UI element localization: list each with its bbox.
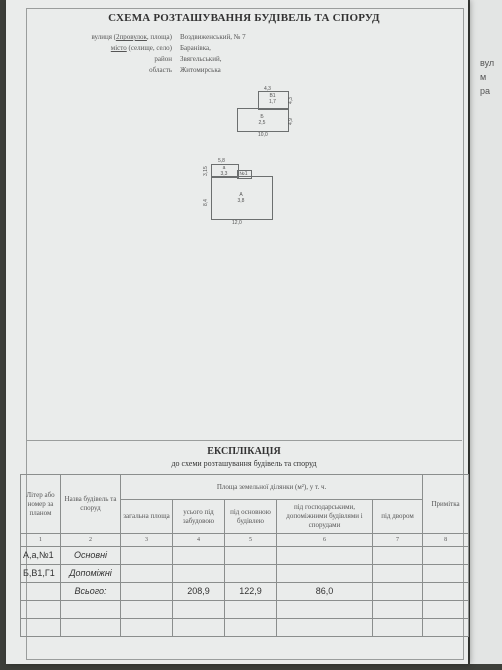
row-name: Всього: — [61, 583, 121, 601]
adjacent-page-text-3: ра — [480, 86, 491, 96]
table-header-row — [21, 475, 469, 500]
table-row — [21, 565, 469, 583]
row-yard — [373, 583, 423, 601]
explication-subtitle: до схеми розташування будівель та споруд — [171, 459, 317, 468]
empty-cell — [277, 619, 373, 637]
header-letter: Літер або номер за планом — [21, 475, 61, 534]
row-total-area — [121, 565, 173, 583]
row-name: Допоміжні — [61, 565, 121, 583]
empty-cell — [121, 619, 173, 637]
empty-cell — [277, 601, 373, 619]
table-row — [21, 601, 469, 619]
row-auxiliary — [277, 547, 373, 565]
row-built-up: 208,9 — [173, 583, 225, 601]
address-label-district: район — [154, 55, 172, 63]
col-number: 5 — [225, 534, 277, 547]
row-total-area — [121, 547, 173, 565]
building-a-label: А 3,8 — [237, 192, 245, 204]
table-total-row — [21, 583, 469, 601]
header-built-up: усього під забудовою — [173, 500, 225, 534]
address-label-town: місто (селище, село) — [110, 44, 172, 52]
table-number-row — [21, 534, 469, 547]
lower-left-dim-top: 3,15 — [203, 166, 209, 176]
address-label-street: вулиця (2провулок, площа) — [91, 33, 172, 41]
header-total-area: загальна площа — [121, 500, 173, 534]
explication-title: ЕКСПЛІКАЦІЯ — [207, 446, 281, 457]
adjacent-page — [470, 0, 502, 664]
header-note: Примітка — [423, 475, 469, 534]
document-title: СХЕМА РОЗТАШУВАННЯ БУДІВЕЛЬ ТА СПОРУД — [108, 12, 380, 24]
upper-right-dim-bottom: 4,9 — [288, 118, 294, 125]
address-region: Житомирська — [180, 66, 221, 74]
row-letter: Б,В1,Г1 — [21, 565, 61, 583]
divider — [26, 440, 462, 441]
lower-bottom-dim: 12,0 — [232, 220, 242, 226]
table-row — [21, 547, 469, 565]
col-number: 7 — [373, 534, 423, 547]
building-a-small-label: а 3,3 — [220, 165, 228, 177]
empty-cell — [173, 619, 225, 637]
header-area-group: Площа земельної ділянки (м²), у т. ч. — [121, 475, 423, 500]
empty-cell — [225, 601, 277, 619]
adjacent-page-text-1: вул — [480, 58, 495, 68]
table-row — [21, 619, 469, 637]
row-note — [423, 583, 469, 601]
row-yard — [373, 565, 423, 583]
row-yard — [373, 547, 423, 565]
col-number: 3 — [121, 534, 173, 547]
row-main-building — [225, 565, 277, 583]
row-letter — [21, 583, 61, 601]
building-no1-label: №1 — [239, 171, 248, 177]
header-auxiliary: під господарськими, допоміжними будівлями і спорудами — [277, 500, 373, 534]
row-built-up — [173, 565, 225, 583]
row-auxiliary — [277, 565, 373, 583]
header-name: Назва будівель та споруд — [61, 475, 121, 534]
row-name: Основні — [61, 547, 121, 565]
header-yard: під двором — [373, 500, 423, 534]
col-number: 4 — [173, 534, 225, 547]
header-main-building: під основною будівлею — [225, 500, 277, 534]
row-built-up — [173, 547, 225, 565]
upper-top-dim: 4,3 — [264, 86, 271, 92]
empty-cell — [121, 601, 173, 619]
col-number: 2 — [61, 534, 121, 547]
empty-cell — [21, 619, 61, 637]
lower-top-dim: 5,8 — [218, 158, 225, 164]
row-note — [423, 547, 469, 565]
upper-bottom-dim: 10,0 — [258, 132, 268, 138]
building-v1-label: В1 1,7 — [269, 93, 276, 105]
empty-cell — [225, 619, 277, 637]
empty-cell — [61, 619, 121, 637]
row-letter: А,а,№1 — [21, 547, 61, 565]
address-street: Воздвиженський, № 7 — [180, 33, 246, 41]
explication-table — [20, 474, 469, 637]
col-number: 1 — [21, 534, 61, 547]
upper-right-dim-top: 4,3 — [288, 97, 294, 104]
col-number: 6 — [277, 534, 373, 547]
empty-cell — [61, 601, 121, 619]
address-label-region: область — [149, 66, 172, 74]
row-main-building: 122,9 — [225, 583, 277, 601]
empty-cell — [373, 601, 423, 619]
address-district: Звягельський, — [180, 55, 222, 63]
row-auxiliary: 86,0 — [277, 583, 373, 601]
empty-cell — [423, 619, 469, 637]
empty-cell — [373, 619, 423, 637]
empty-cell — [173, 601, 225, 619]
row-total-area — [121, 583, 173, 601]
col-number: 8 — [423, 534, 469, 547]
adjacent-page-text-2: м — [480, 72, 487, 82]
building-b-label: Б 2,5 — [258, 114, 266, 126]
lower-left-dim-main: 8,4 — [203, 199, 209, 206]
empty-cell — [423, 601, 469, 619]
row-main-building — [225, 547, 277, 565]
address-town: Баранівка, — [180, 44, 211, 52]
empty-cell — [21, 601, 61, 619]
row-note — [423, 565, 469, 583]
